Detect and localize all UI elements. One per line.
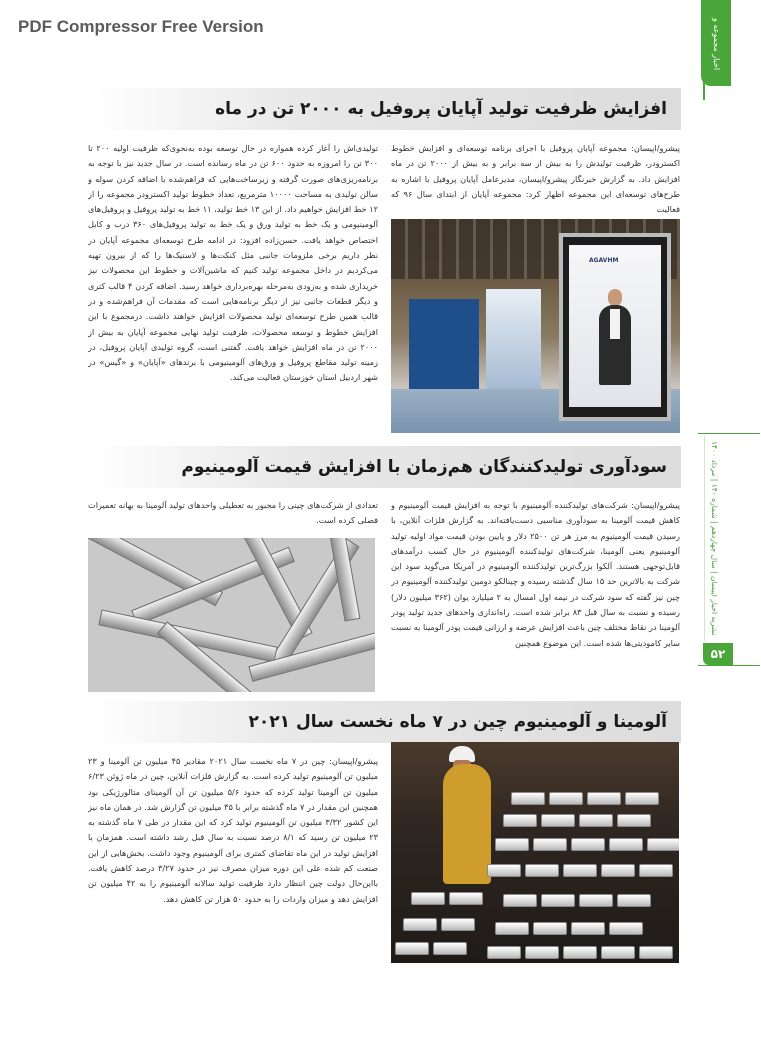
article-headline: سودآوری تولیدکنندگان هم‌زمان با افزایش قیمت آلومینیوم [88, 446, 681, 488]
article-text-left: تعدادی از شرکت‌های چینی را مجبور به تعطیلی واحدهای تولید آلومینا به بهانه تعمیرات فصلی کرده است. [88, 500, 378, 526]
article-headline: آلومینا و آلومینیوم چین در ۷ ماه نخست سال ۲۰۲۱ [88, 701, 681, 743]
exhibition-booth-photo [391, 219, 680, 433]
divider [698, 433, 760, 434]
page-number: ۵۲ [703, 643, 733, 665]
article-text-right: پیشرو/اپیسان: مجموعه آپایان پروفیل با اجرای برنامه توسعه‌ای و افزایش خطوط اکسترودر، ظرفیت تولیدش را به بیش از سه برابر و به بیش از ۲۰۰۰ تن در ماه افزایش داد. به گزارش خبرنگار پیشرو/اپیسان، مدیرعامل آپایان پروفیل با اشاره به طرح‌های توسعه‌ای این مجموعه اظهار کرد: مجموعه آپایان از ابتدای سال ۹۶ که فعالیت [391, 143, 680, 215]
article-text-right: پیشرو/اپیسان: شرکت‌های تولیدکننده آلومینیوم با توجه به افزایش قیمت آلومینیوم و کاهش قیمت آلومینا به سودآوری مناسبی دست‌یافته‌اند. به گزارش فلزات آنلاین، با رسیدن قیمت آلومینیوم به مرز هر تن ۲۵۰۰ دلار و پایین بودن قیمت مواد اولیه تولید آلومینیوم یعنی آلومینا، شرکت‌های تولیدکننده آلومینیوم در حال کسب درآمدهای قابل‌توجهی هستند. آلکوا بزرگ‌ترین تولیدکننده آلومینیوم در آمریکا می‌گوید سود این شرکت به بالاترین حد ۱۵ سال گذشته رسیده و چینالکو دومین تولیدکننده آلومینیوم در چین نیز گفته که سود شرکت در نیمه اول امسال به ۲ میلیارد یوان (۳۶۲ میلیون دلار) رسیده و نسبت به سال قبل ۸۳ برابر شده است. راه‌اندازی واحدهای جدید تولید پودر آلومینا در نقاط مختلف چین باعث افزایش عرضه و ارزانی قیمت پودر آلومینا به نسبت سایر کامودیتی‌ها شده است. این موضوع همچنین [391, 500, 680, 648]
issue-info: نشریه اخبار اپیسان | سال چهاردهم | شماره ۱۴۰ | مرداد ۱۴۰۰ [704, 436, 724, 641]
watermark: PDF Compressor Free Version [18, 17, 264, 36]
article-headline: افزایش ظرفیت تولید آپایان پروفیل به ۲۰۰۰ تن در ماه [88, 88, 681, 130]
aluminium-bars-photo [88, 538, 375, 692]
article-text-left: پیشرو/اپیسان: چین در ۷ ماه نخست سال ۲۰۲۱ مقادیر ۴۵ میلیون تن آلومینا و ۲۳ میلیون تن آلومینیوم تولید کرده است. به گزارش فلزات آنلاین، چین در ماه ژوئن ۶/۲۳ میلیون تن آلومینا تولید کرده که حدود ۵/۶ میلیون تن آن آلومینای متالورژیکی بود همچنین این مقدار در ۷ ماه گذشته برابر با ۴۵ میلیون تن گزارش شد. در همان ماه نیز این کشور ۳/۳۲ میلیون تن آلومینیوم تولید کرد که این مقدار در طی ۷ ماه گذشته به ۲۳ میلیون تن رسید که ۸/۱ درصد نسبت به سال قبل رشد داشته است. همزمان با افزایش تولید در این ماه تقاضای کمتری برای آلومینیوم وجود داشت. بخش‌هایی از این صنعت کم شده علی این دوره میزان مصرف نیز در حدود ۳/۲۷ درصد کاهش یافت. بااین‌حال دولت چین انتظار دارد ظرفیت تولید سالانه آلومینیوم را به ۴۲ میلیون تن افزایش دهد و میزان واردات را به حدود ۵۰ هزار تن کاهش دهد. [88, 756, 378, 904]
divider [698, 665, 760, 666]
booth-logo: AGAVHM [589, 257, 619, 264]
ingots-worker-photo [391, 742, 679, 963]
article-text-left: تولیدی‌اش را آغاز کرده همواره در حال توسعه بوده به‌نحوی‌که ظرفیت اولیه ۲۰۰ تا ۳۰۰ تن را امروزه به حدود ۶۰۰ تن در ماه رسانده است. در سال جدید نیز با توجه به برنامه‌ریزی‌های صورت گرفته و زیرساخت‌هایی که فراهم‌شده با اضافه کردن سوله و سالن تولیدی به مساحت ۱۰۰۰۰ مترمربع، تعداد خطوط تولید اکسترودر مجموعه را از ۱۲ خط افزایش خواهیم داد. از این ۱۳ خط تولید، ۱۱ خط به تولید پروفیل و پروفیل‌های آلومینیومی و یک خط به تولید ورق و یک خط به تولید پروفیل‌های ۳۶۰ درب و کابل اختصاص خواهد یافت. حسن‌زاده افزود: در ادامه طرح توسعه‌ای مجموعه آپایان در نظر داریم برخی ملزومات جانبی مثل کنکت‌ها و لاستیک‌ها را که از بیرون تهیه می‌کردیم در داخل مجموعه تولید کنیم که ماشین‌آلات و خطوط این محصولات نیز خریداری شده و به‌زودی به‌مرحله بهره‌برداری خواهد رسید. اضافه کردن ۴ قالب کتری و دیگر قطعات جانبی نیز از دیگر برنامه‌هایی است که مقدمات آن فراهم‌شده و در قالب همین طرح توسعه‌ای تولید محصولات افزایش خواهند داشت. درمجموع با این افزایش خطوط و توسعه محصولات، ظرفیت تولید نهایی مجموعه آپایان به بیش از ۲۰۰۰ تن در ماه افزایش خواهد یافت. گفتنی است، گروه تولیدی آپایان پروفیل، در زمینه تولید مقاطع پروفیل و ورق‌های آلومینیومی با برندهای «آپایان» و «گیس» در شهر اردبیل استان خوزستان فعالیت می‌کند. [88, 143, 378, 383]
section-tab [701, 0, 731, 86]
section-tab-label: اخبار مجموعه و [712, 17, 721, 71]
